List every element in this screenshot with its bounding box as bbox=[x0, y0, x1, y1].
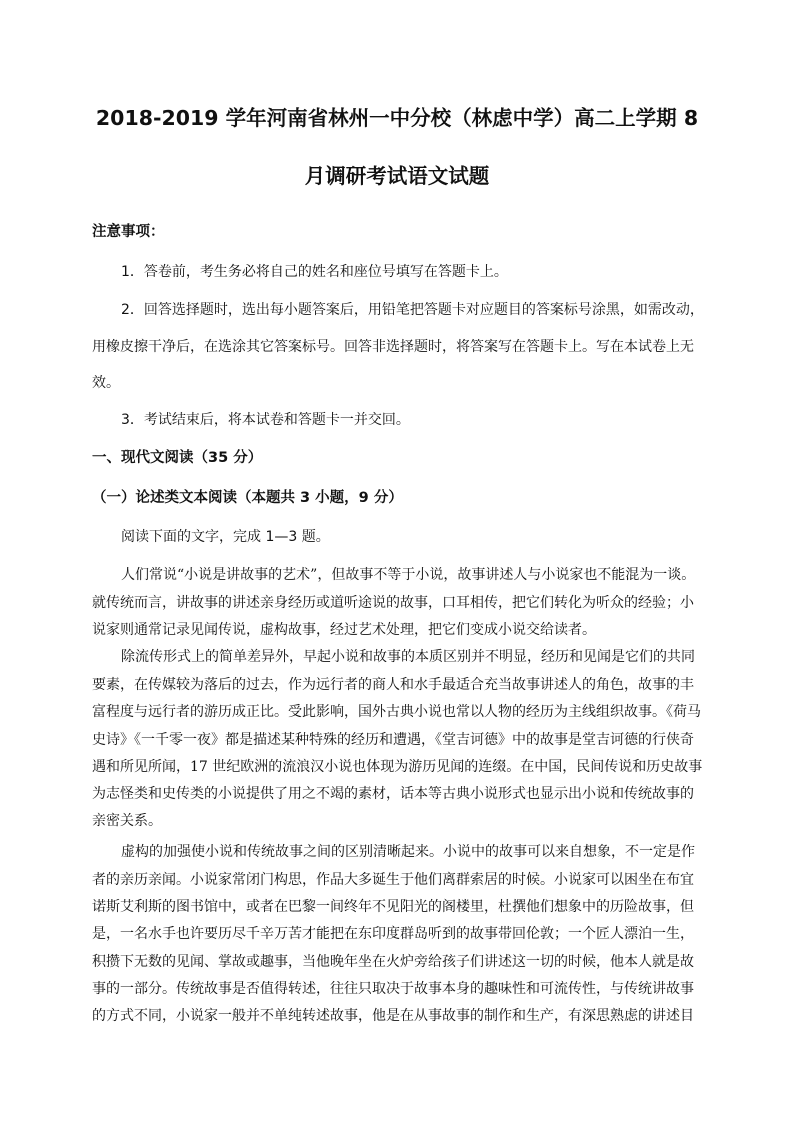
passage-line: 者的亲历亲闻。小说家常闭门构思，作品大多诞生于他们离群索居的时候。小说家可以困坐在布宜 bbox=[92, 872, 694, 888]
notice-item-3: 3．考试结束后，将本试卷和答题卡一并交回。 bbox=[121, 412, 410, 428]
passage-line: 积攒下无数的见闻、掌故或趣事，当他晚年坐在火炉旁给孩子们讲述这一切的时候，他本人就是故 bbox=[92, 954, 694, 970]
passage-line: 是，一名水手也许要历尽千辛万苦才能把在东印度群岛听到的故事带回伦敦；一个匠人漂泊一生， bbox=[92, 926, 694, 942]
passage-line: 遇和所见所闻，17 世纪欧洲的流浪汉小说也体现为游历见闻的连缀。在中国，民间传说和历史故事 bbox=[92, 759, 703, 775]
passage-line: 说家则通常记录见闻传说，虚构故事，经过艺术处理，把它们变成小说交给读者。 bbox=[92, 622, 596, 638]
passage-line: 就传统而言，讲故事的讲述亲身经历或道听途说的故事，口耳相传，把它们转化为听众的经验；小 bbox=[92, 595, 694, 611]
passage-line: 诺斯艾利斯的图书馆中，或者在巴黎一间终年不见阳光的阁楼里，杜撰他们想象中的历险故事，但 bbox=[92, 899, 694, 915]
passage-line: 要素，在传媒较为落后的过去，作为远行者的商人和水手最适合充当故事讲述人的角色，故事的丰 bbox=[92, 677, 694, 693]
passage-line: 人们常说“小说是讲故事的艺术”，但故事不等于小说，故事讲述人与小说家也不能混为一谈。 bbox=[121, 567, 696, 583]
page-title-line1: 2018-2019 学年河南省林州一中分校（林虑中学）高二上学期 8 bbox=[95, 106, 699, 130]
passage-line: 为志怪类和史传类的小说提供了用之不竭的素材，话本等古典小说形式也显示出小说和传统故事的 bbox=[92, 786, 694, 802]
reading-instruction: 阅读下面的文字，完成 1—3 题。 bbox=[121, 529, 330, 545]
passage-line: 亲密关系。 bbox=[92, 813, 162, 829]
passage-line: 除流传形式上的简单差异外，早起小说和故事的本质区别并不明显，经历和见闻是它们的共同 bbox=[121, 649, 695, 665]
subsection-heading: （一）论述类文本阅读（本题共 3 小题，9 分） bbox=[92, 490, 403, 506]
notice-item-2-cont: 用橡皮擦干净后，在选涂其它答案标号。回答非选择题时，将答案写在答题卡上。写在本试卷上无 bbox=[92, 339, 694, 355]
passage-line: 事的一部分。传统故事是否值得转述，往往只取决于故事本身的趣味性和可流传性，与传统讲故事 bbox=[92, 981, 694, 997]
passage-line: 虚构的加强使小说和传统故事之间的区别清晰起来。小说中的故事可以来自想象，不一定是作 bbox=[121, 844, 695, 860]
passage-line: 史诗》《一千零一夜》都是描述某种特殊的经历和遭遇，《堂吉诃德》中的故事是堂吉诃德的行侠奇 bbox=[92, 732, 694, 748]
section-heading: 一、现代文阅读（35 分） bbox=[92, 450, 263, 466]
notice-heading: 注意事项： bbox=[92, 224, 165, 240]
notice-item-2: 2．回答选择题时，选出每小题答案后，用铅笔把答题卡对应题目的答案标号涂黑，如需改动， bbox=[121, 302, 704, 318]
passage-line: 的方式不同，小说家一般并不单纯转述故事，他是在从事故事的制作和生产，有深思熟虑的讲述目 bbox=[92, 1008, 694, 1024]
notice-item-1: 1．答卷前，考生务必将自己的姓名和座位号填写在答题卡上。 bbox=[121, 264, 508, 280]
notice-item-2-end: 效。 bbox=[92, 375, 120, 391]
page-title-line2: 月调研考试语文试题 bbox=[304, 164, 490, 188]
passage-line: 富程度与远行者的游历成正比。受此影响，国外古典小说也常以人物的经历为主线组织故事。《荷马 bbox=[92, 704, 701, 720]
